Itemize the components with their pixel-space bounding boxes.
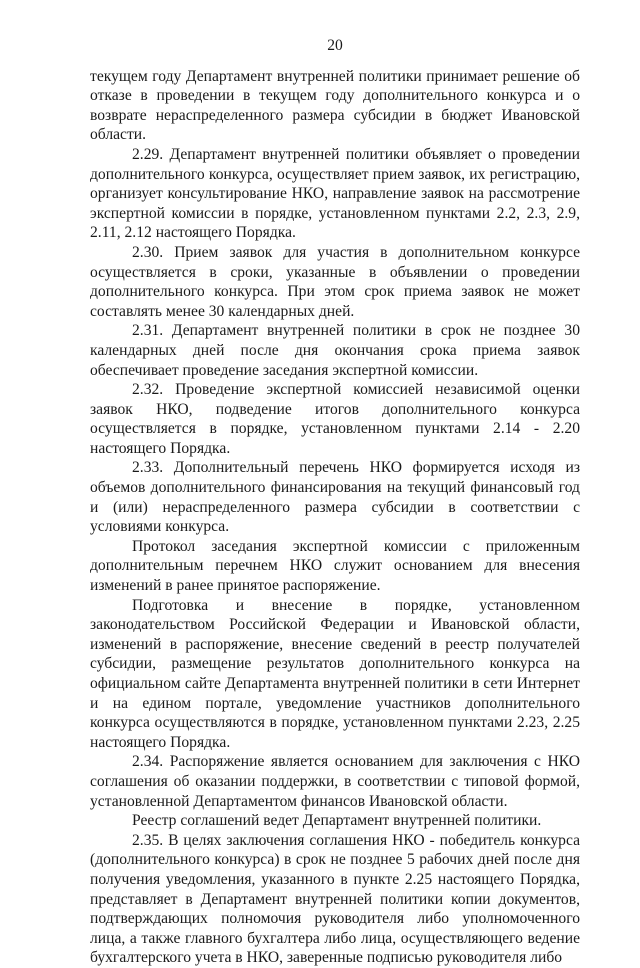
paragraph: Подготовка и внесение в порядке, установленном законодательством Российской Федерации и Ивановской области, изменений в распоряжение, внесение сведений в реестр получателей субсидии, размещение результатов дополнительного конкурса на официальном сайте Департамента внутренней политики в сети Интернет и на едином портале, уведомление участников дополнительного конкурса осуществляются в порядке, установленном пунктами 2.23, 2.25 настоящего Порядка.: [90, 596, 580, 751]
paragraph: Реестр соглашений ведет Департамент внутренней политики.: [132, 812, 542, 830]
page-number: 20: [327, 37, 343, 54]
paragraph: Протокол заседания экспертной комиссии с приложенным дополнительным перечнем НКО служит основанием для внесения изменений в ранее принятое распоряжение.: [90, 537, 580, 595]
paragraph: 2.33. Дополнительный перечень НКО формируется исходя из объемов дополнительного финансирования на текущий финансовый год и (или) нераспределенного размера субсидии в соответствии с условиями конкурса.: [90, 459, 580, 536]
paragraph: текущем году Департамент внутренней политики принимает решение об отказе в проведении в текущем году дополнительного конкурса и о возврате нераспределенного размера субсидии в бюджет Ивановской области.: [90, 67, 580, 144]
paragraph: 2.34. Распоряжение является основанием для заключения с НКО соглашения об оказании поддержки, в соответствии с типовой формой, установленной Департаментом финансов Ивановской области.: [90, 753, 580, 810]
paragraph: 2.30. Прием заявок для участия в дополнительном конкурсе осуществляется в сроки, указанные в объявлении о проведении дополнительного конкурса. При этом срок приема заявок не может составлять менее 30 календарных дней.: [90, 243, 580, 320]
paragraph: 2.32. Проведение экспертной комиссией независимой оценки заявок НКО, подведение итогов дополнительного конкурса осуществляется в порядке, установленном пунктами 2.14 - 2.20 настоящего Порядка.: [90, 381, 580, 457]
paragraph: 2.31. Департамент внутренней политики в срок не позднее 30 календарных дней после дня окончания срока приема заявок обеспечивает проведение заседания экспертной комиссии.: [90, 322, 580, 379]
paragraph: 2.29. Департамент внутренней политики объявляет о проведении дополнительного конкурса, осуществляет прием заявок, их регистрацию, организует консультирование НКО, направление заявок на рассмотрение экспертной комиссии в порядке, установленном пунктами 2.2, 2.3, 2.9, 2.11, 2.12 настоящего Порядка.: [90, 145, 580, 242]
document-page: [90, 36, 580, 968]
paragraph: 2.35. В целях заключения соглашения НКО - победитель конкурса (дополнительного конкурса) в срок не позднее 5 рабочих дней после дня получения уведомления, указанного в пункте 2.25 настоящего Порядка, представляет в Департамент внутренней политики копии документов, подтверждающих полномочия руководителя либо уполномоченного лица, а также главного бухгалтера либо лица, осуществляющего ведение бухгалтерского учета в НКО, заверенные подписью руководителя либо: [90, 831, 580, 967]
document-body: [90, 67, 580, 968]
